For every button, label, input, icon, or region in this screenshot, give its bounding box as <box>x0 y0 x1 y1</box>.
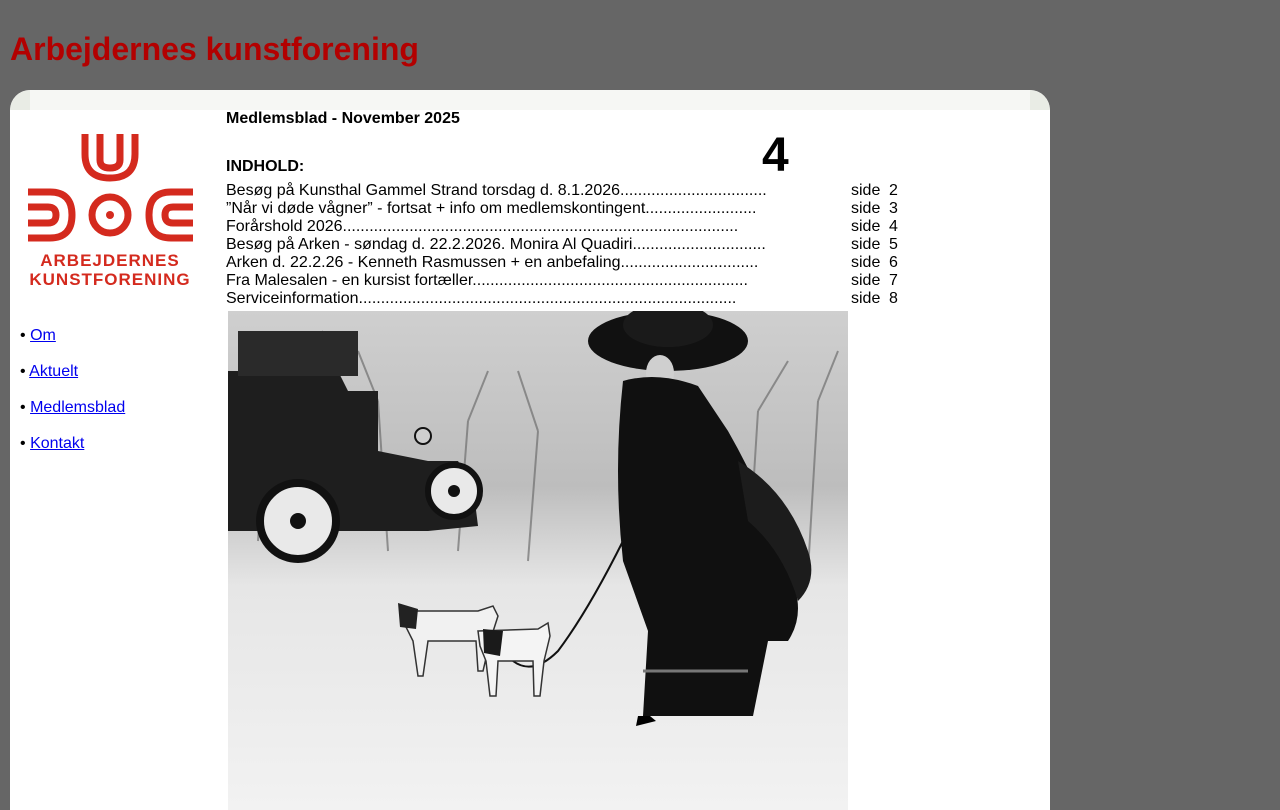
toc-entry-title: Serviceinformation..................................................................................... <box>226 290 737 307</box>
issue-number: 4 <box>762 129 789 182</box>
sidebar-nav <box>20 326 125 470</box>
issue-header: Medlemsblad - November 2025 <box>226 110 460 127</box>
toc-entry-title: Forårshold 2026......................................................................................... <box>226 218 739 235</box>
toc-entry-title: Besøg på Arken - søndag d. 22.2.2026. Monira Al Quadiri.............................. <box>226 236 766 253</box>
nav-bullet: • <box>20 363 26 380</box>
nav-bullet: • <box>20 327 26 344</box>
nav-link-kontakt[interactable]: Kontakt <box>30 435 85 452</box>
logo-text-line1: ARBEJDERNES <box>40 251 180 270</box>
toc-row <box>226 290 926 308</box>
content-panel <box>10 90 1050 810</box>
panel-top-band <box>30 90 1030 110</box>
toc-page-number: 8 <box>889 290 898 307</box>
toc-heading: INDHOLD: <box>226 158 305 175</box>
nav-bullet: • <box>20 435 26 452</box>
toc-side-label: side <box>851 200 881 217</box>
logo-text-line2: KUNSTFORENING <box>29 270 191 288</box>
nav-link-om[interactable]: Om <box>30 327 56 344</box>
toc-side-label: side <box>851 290 881 307</box>
toc-entry-title: Besøg på Kunsthal Gammel Strand torsdag d. 8.1.2026................................. <box>226 182 767 199</box>
toc-entry-title: ”Når vi døde vågner” - fortsat + info om medlemskontingent......................... <box>226 200 757 217</box>
toc-entry-title: Fra Malesalen - en kursist fortæller.............................................................. <box>226 272 748 289</box>
toc-page-number: 4 <box>889 218 898 235</box>
panel-corner-left <box>10 90 30 110</box>
toc-page-number: 7 <box>889 272 898 289</box>
toc-row <box>226 236 926 254</box>
toc-side-label: side <box>851 272 881 289</box>
nav-link-medlemsblad[interactable]: Medlemsblad <box>30 399 126 416</box>
toc-row <box>226 254 926 272</box>
nav-item-kontakt <box>20 434 125 470</box>
site-title: Arbejdernes kunstforening <box>10 31 419 67</box>
toc-side-label: side <box>851 182 881 199</box>
toc-page-number: 3 <box>889 200 898 217</box>
nav-bullet: • <box>20 399 26 416</box>
association-logo <box>28 132 193 288</box>
toc-row <box>226 182 926 200</box>
panel-corner-right <box>1030 90 1050 110</box>
nav-link-aktuelt[interactable]: Aktuelt <box>29 363 79 380</box>
nav-item-medlemsblad <box>20 398 125 434</box>
toc-side-label: side <box>851 236 881 253</box>
toc-side-label: side <box>851 254 881 271</box>
toc-row <box>226 272 926 290</box>
nav-item-aktuelt <box>20 362 125 398</box>
table-of-contents <box>226 182 926 308</box>
toc-entry-title: Arken d. 22.2.26 - Kenneth Rasmussen + en anbefaling............................... <box>226 254 759 271</box>
toc-page-number: 6 <box>889 254 898 271</box>
toc-page-number: 2 <box>889 182 898 199</box>
toc-row <box>226 200 926 218</box>
toc-page-number: 5 <box>889 236 898 253</box>
cover-photo <box>228 311 848 810</box>
nav-item-om <box>20 326 125 362</box>
toc-row <box>226 218 926 236</box>
toc-side-label: side <box>851 218 881 235</box>
